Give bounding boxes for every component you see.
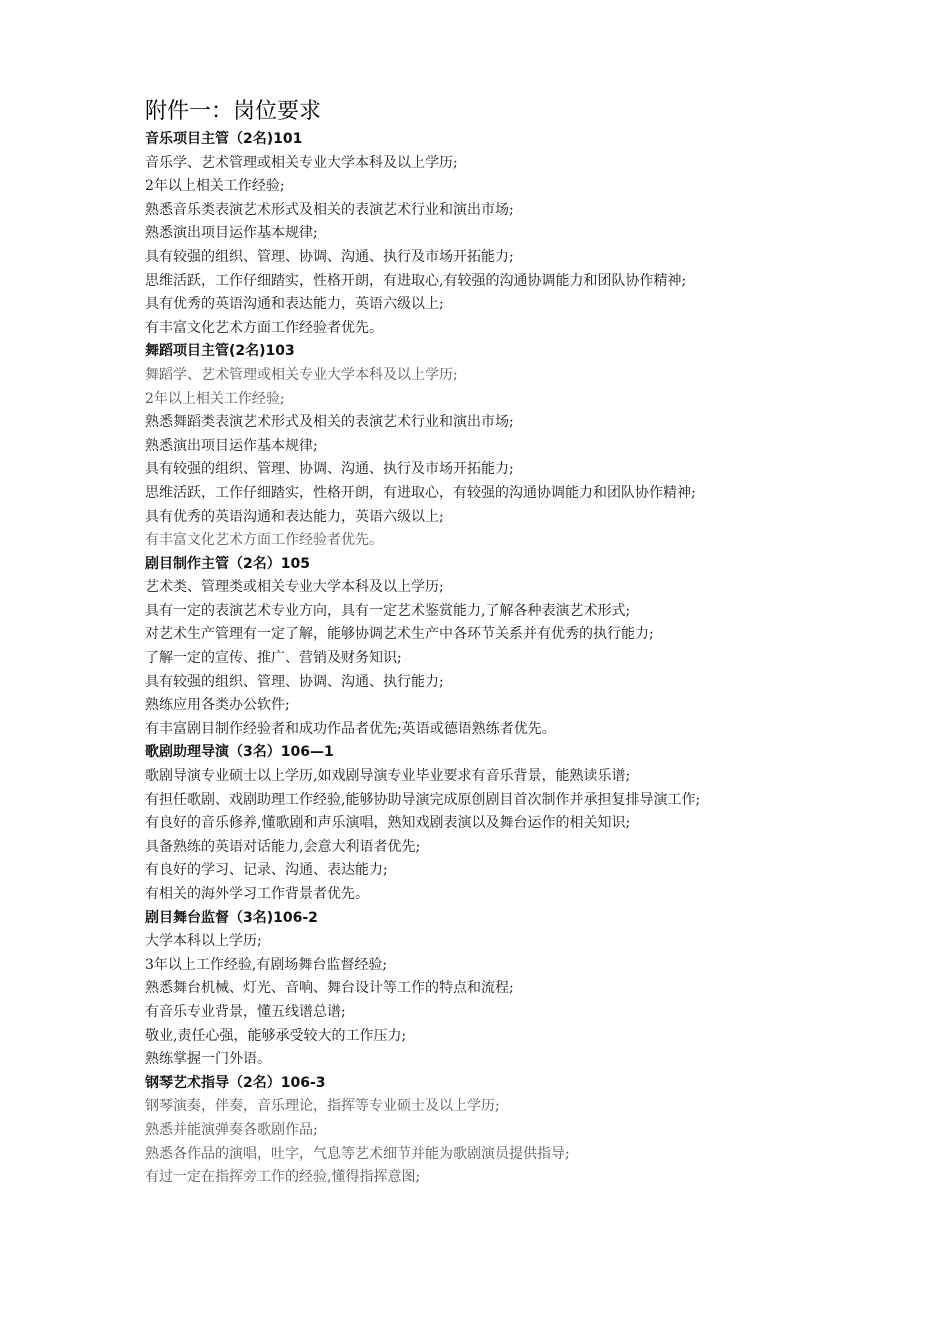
requirement-line: 艺术类、管理类或相关专业大学本科及以上学历; [145,579,444,596]
requirement-line: 熟悉并能演弹奏各歌剧作品; [145,1121,318,1138]
requirement-line: 具有优秀的英语沟通和表达能力，英语六级以上; [145,296,444,313]
section-music-project-manager [145,128,925,340]
requirement-line: 熟悉演出项目运作基本规律; [145,437,318,454]
section-heading: 歌剧助理导演（3名）106—1 [145,744,334,761]
requirement-line: 具有较强的组织、管理、协调、沟通、执行及市场开拓能力; [145,248,514,265]
requirement-line: 有良好的学习、记录、沟通、表达能力; [145,862,388,879]
requirement-line: 熟悉演出项目运作基本规律; [145,225,318,242]
section-heading: 剧目制作主管（2名）105 [145,555,310,572]
requirement-line: 有丰富剧目制作经验者和成功作品者优先;英语或德语熟练者优先。 [145,720,556,737]
requirement-line: 舞蹈学、艺术管理或相关专业大学本科及以上学历; [145,366,458,383]
requirement-line: 具有优秀的英语沟通和表达能力，英语六级以上; [145,508,444,525]
section-dance-project-manager [145,340,925,552]
requirement-line: 2年以上相关工作经验; [145,390,285,407]
requirement-line: 有过一定在指挥旁工作的经验,懂得指挥意图; [145,1169,421,1186]
requirement-line: 2年以上相关工作经验; [145,178,285,195]
requirement-line: 对艺术生产管理有一定了解，能够协调艺术生产中各环节关系并有优秀的执行能力; [145,626,654,643]
requirement-line: 思维活跃，工作仔细踏实，性格开朗，有进取心，有较强的沟通协调能力和团队协作精神; [145,484,696,501]
requirement-line: 有相关的海外学习工作背景者优先。 [145,886,369,902]
requirement-line: 熟练应用各类办公软件; [145,697,290,714]
requirement-line: 有良好的音乐修养,懂歌剧和声乐演唱，熟知戏剧表演以及舞台运作的相关知识; [145,815,631,832]
requirement-line: 大学本科以上学历; [145,933,262,950]
section-opera-assistant-director [145,741,925,906]
requirement-line: 3年以上工作经验,有剧场舞台监督经验; [145,956,388,973]
requirement-line: 熟悉各作品的演唱，吐字，气息等艺术细节并能为歌剧演员提供指导; [145,1145,570,1162]
requirement-line: 有担任歌剧、戏剧助理工作经验,能够协助导演完成原创剧目首次制作并承担复排导演工作; [145,791,701,808]
section-stage-manager [145,907,925,1072]
requirement-line: 有音乐专业背景，懂五线谱总谱; [145,1003,346,1020]
requirement-line: 有丰富文化艺术方面工作经验者优先。 [145,532,383,549]
requirement-line: 了解一定的宣传、推广、营销及财务知识; [145,650,402,667]
requirement-line: 钢琴演奏，伴奏，音乐理论，指挥等专业硕士及以上学历; [145,1098,500,1115]
requirement-line: 熟悉音乐类表演艺术形式及相关的表演艺术行业和演出市场; [145,201,514,218]
requirement-line: 熟悉舞台机械、灯光、音响、舞台设计等工作的特点和流程; [145,980,514,997]
requirement-line: 熟悉舞蹈类表演艺术形式及相关的表演艺术行业和演出市场; [145,414,514,431]
requirement-line: 敬业,责任心强，能够承受较大的工作压力; [145,1027,407,1044]
section-piano-coach [145,1072,925,1190]
requirement-line: 熟练掌握一门外语。 [145,1051,271,1068]
requirement-line: 具备熟练的英语对话能力,会意大利语者优先; [145,838,421,855]
section-production-manager [145,553,925,742]
document-page [145,96,925,1190]
requirement-line: 具有一定的表演艺术专业方向，具有一定艺术鉴赏能力,了解各种表演艺术形式; [145,602,631,619]
section-heading: 剧目舞台监督（3名)106-2 [145,909,318,926]
section-heading: 舞蹈项目主管(2名)103 [145,343,295,360]
requirement-line: 歌剧导演专业硕士以上学历,如戏剧导演专业毕业要求有音乐背景，能熟读乐谱; [145,768,631,785]
requirement-line: 思维活跃，工作仔细踏实，性格开朗，有进取心,有较强的沟通协调能力和团队协作精神; [145,272,687,289]
section-heading: 钢琴艺术指导（2名）106-3 [145,1074,326,1091]
requirement-line: 音乐学、艺术管理或相关专业大学本科及以上学历; [145,154,458,171]
section-heading: 音乐项目主管（2名)101 [145,131,303,147]
document-title: 附件一：岗位要求 [145,99,322,124]
requirement-line: 具有较强的组织、管理、协调、沟通、执行及市场开拓能力; [145,461,514,478]
requirement-line: 具有较强的组织、管理、协调、沟通、执行能力; [145,673,444,690]
requirement-line: 有丰富文化艺术方面工作经验者优先。 [145,319,383,336]
